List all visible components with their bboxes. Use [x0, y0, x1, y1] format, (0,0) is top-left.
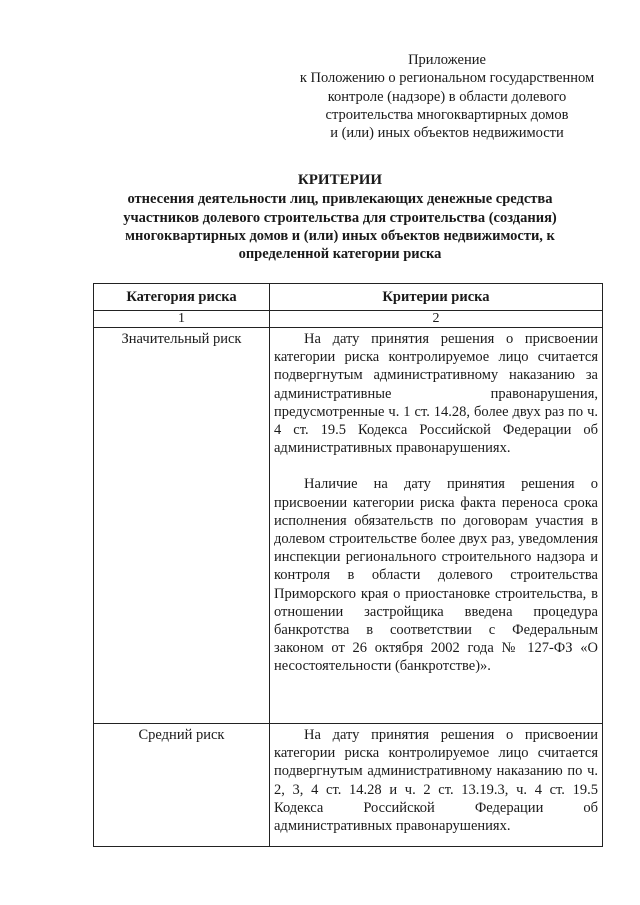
risk-criteria-cell: [270, 724, 603, 847]
criteria-table: [93, 283, 603, 847]
header-category: Категория риска: [94, 284, 270, 311]
title-heading: КРИТЕРИИ: [297, 172, 383, 188]
criteria-paragraph: На дату принятия решения о присвоении категории риска контролируемое лицо считается подвергнутым административному наказанию за административные правонарушения, предусмотренные ч. 1 ст. 14.28, более двух раз по ч. 4 ст. 19.5 Кодекса Российской Федерации об административных правонарушениях.: [274, 331, 598, 457]
risk-category-significant: Значительный риск: [94, 328, 270, 724]
appendix-line: Приложение: [408, 52, 486, 68]
appendix-line: и (или) иных объектов недвижимости: [330, 125, 564, 142]
risk-criteria-cell: [270, 328, 603, 724]
column-number-row: [94, 311, 603, 328]
column-number: 2: [270, 311, 603, 328]
table-header-row: [94, 284, 603, 311]
title-line: определенной категории риска: [238, 246, 442, 263]
appendix-line: строительства многоквартирных домов: [325, 106, 569, 123]
criteria-paragraph: Наличие на дату принятия решения о присвоении категории риска факта переноса срока исполнения обязательств по договорам участия в долевом строительстве более двух раз, уведомления инспекции регионального строительного надзора и контроля в области долевого строительства Приморского края о приостановке строительства, в отношении застройщика введена процедура банкротства в соответствии с Федеральным законом от 26 октября 2002 года № 127-ФЗ «О несостоятельности (банкротстве)».: [274, 476, 598, 675]
document-title: [90, 171, 590, 263]
criteria-paragraph: На дату принятия решения о присвоении категории риска контролируемое лицо считается подвергнутым административному наказанию по ч. 2, 3, 4 ст. 14.28 и ч. 2 ст. 13.19.3, ч. 4 ст. 19.5 Кодекса Российской Федерации об административных правонарушениях.: [274, 727, 598, 835]
risk-category-medium: Средний риск: [94, 724, 270, 847]
title-line: многоквартирных домов и (или) иных объектов недвижимости, к: [125, 227, 555, 244]
title-line: участников долевого строительства для строительства (создания): [123, 209, 557, 226]
appendix-block: [282, 51, 612, 142]
header-criteria: Критерии риска: [270, 284, 603, 311]
appendix-line: к Положению о региональном государственном: [299, 70, 595, 87]
table-row: [94, 328, 603, 724]
title-line: отнесения деятельности лиц, привлекающих денежные средства: [127, 191, 553, 208]
appendix-line: контроле (надзоре) в области долевого: [327, 88, 567, 105]
column-number: 1: [94, 311, 270, 328]
table-row: [94, 724, 603, 847]
